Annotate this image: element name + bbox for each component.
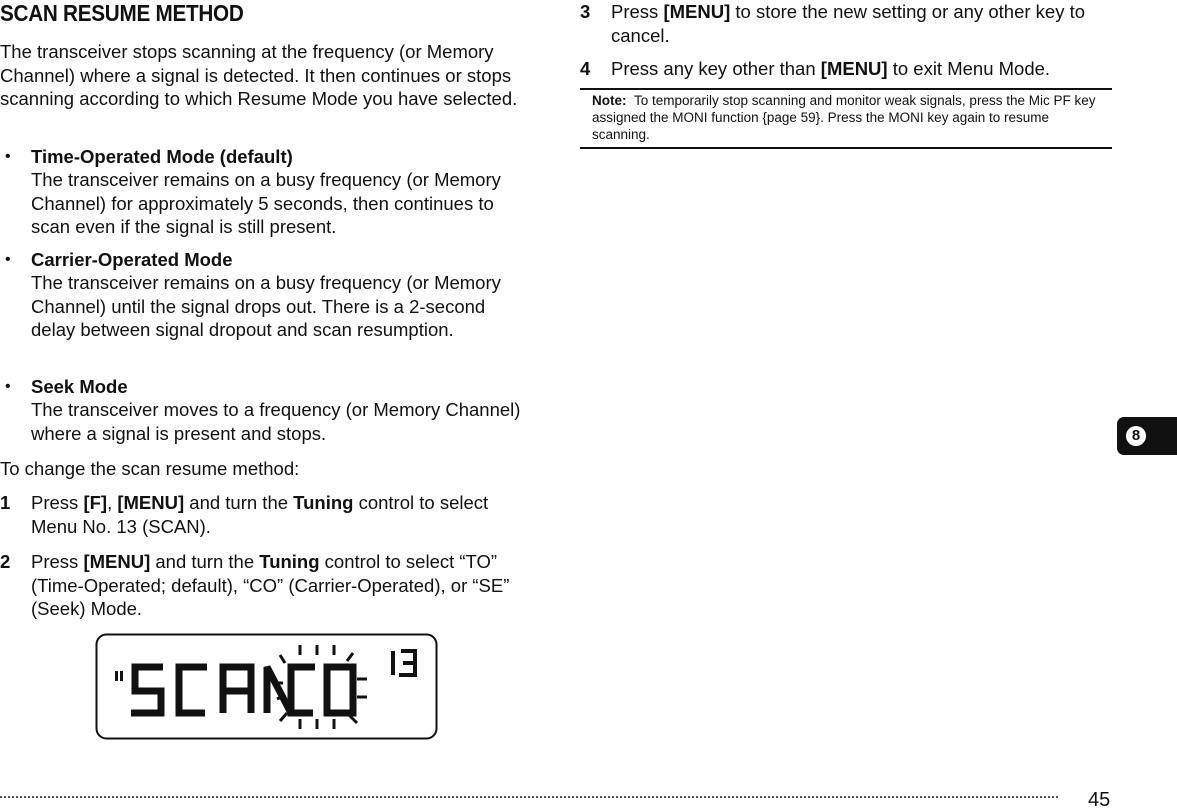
note-box — [592, 92, 1107, 143]
bullet-icon: • — [5, 378, 11, 395]
chapter-tab — [1117, 417, 1177, 455]
step-number: 2 — [0, 551, 11, 572]
note-text: To temporarily stop scanning and monitor weak signals, press the Mic PF key assigned the MONI function {page 59}. Press the MONI key again to resume scanning. — [592, 93, 1096, 142]
step-text: Press [MENU] to store the new setting or any other key to cancel. — [611, 1, 1086, 46]
step-number: 1 — [0, 492, 11, 513]
mode-description: The transceiver remains on a busy frequency (or Memory Channel) for approximately 5 seconds, then continues to scan even if the signal is still present. — [31, 169, 501, 237]
step-text: Press [F], [MENU] and turn the Tuning control to select Menu No. 13 (SCAN). — [31, 492, 489, 537]
step-number: 3 — [580, 1, 591, 22]
mode-title: Time-Operated Mode (default) — [31, 146, 293, 167]
change-intro: To change the scan resume method: — [0, 458, 300, 479]
bullet-icon: • — [5, 251, 11, 268]
mode-title: Seek Mode — [31, 376, 128, 397]
bullet-icon: • — [5, 148, 11, 165]
step-text: Press [MENU] and turn the Tuning control to select “TO” (Time-Operated; default), “CO” (Carrier-Operated), or “SE” (Seek) Mode. — [31, 551, 510, 619]
step-text: Press any key other than [MENU] to exit Menu Mode. — [611, 58, 1051, 79]
footer-rule — [0, 796, 1058, 798]
mode-title: Carrier-Operated Mode — [31, 249, 233, 270]
intro-paragraph: The transceiver stops scanning at the frequency (or Memory Channel) where a signal is detected. It then continues or stops scanning according to which Resume Mode you have selected. — [0, 41, 518, 109]
step-number: 4 — [580, 58, 591, 79]
chapter-number: 8 — [1126, 426, 1146, 446]
note-label: Note: — [592, 93, 627, 108]
mode-description: The transceiver remains on a busy frequency (or Memory Channel) until the signal drops out. There is a 2-second delay between signal dropout and scan resumption. — [31, 272, 501, 340]
note-top-rule — [580, 88, 1112, 90]
lcd-indicator-icon — [115, 671, 118, 681]
section-title: SCAN RESUME METHOD — [0, 0, 244, 26]
mode-description: The transceiver moves to a frequency (or Memory Channel) where a signal is present and stops. — [31, 399, 521, 444]
page-number: 45 — [1088, 789, 1111, 811]
lcd-display-illustration — [95, 633, 438, 740]
note-bottom-rule — [580, 147, 1112, 149]
